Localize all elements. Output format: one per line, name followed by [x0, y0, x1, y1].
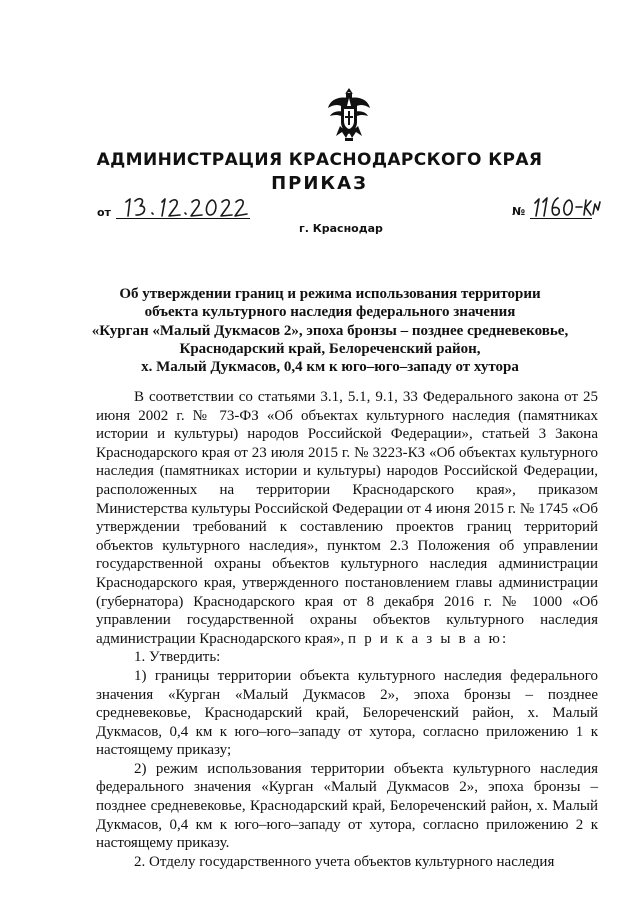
city: г. Краснодар — [299, 222, 383, 235]
order-body — [96, 388, 598, 871]
item-2: 2. Отделу государственного учета объектов культурного наследия — [134, 853, 555, 870]
date-prefix: от — [97, 206, 111, 219]
item-1: 1. Утвердить: — [134, 649, 221, 666]
handwritten-date — [122, 190, 252, 220]
title-line: х. Малый Дукмасов, 0,4 км к юго–юго–западу от хутора — [141, 359, 519, 376]
document-type: ПРИКАЗ — [271, 173, 368, 194]
item-1-2: 2) режим использования территории объекта культурного наследия федерального значения «Курган «Малый Дукмасов 2», эпоха бронзы – позднее средневековье, Краснодарский край, Белореченский район, х. Малый Дукмасов, 0,4 км к юго–юго–западу от хутора, согласно приложению 2 к настоящему приказу. — [96, 760, 598, 852]
preamble-paragraph — [96, 388, 598, 648]
number-prefix: № — [512, 205, 526, 218]
title-line: «Курган «Малый Дукмасов 2», эпоха бронзы – позднее средневековье, — [91, 322, 569, 339]
organization-name: АДМИНИСТРАЦИЯ КРАСНОДАРСКОГО КРАЯ — [96, 150, 543, 170]
title-line: Краснодарский край, Белореченский район, — [179, 340, 481, 357]
item-1-1: 1) границы территории объекта культурного наследия федерального значения «Курган «Малый Дукмасов 2», эпоха бронзы – позднее средневековье, Краснодарский край, Белореченский район, х. Малый Дукмасов, 0,4 км к юго–юго–западу от хутора, согласно приложению 1 к настоящему приказу; — [96, 667, 598, 759]
order-word: п р и к а з ы в а ю — [348, 630, 503, 647]
order-colon: : — [502, 630, 507, 647]
handwritten-number — [532, 192, 602, 220]
coat-of-arms-icon — [326, 86, 372, 142]
title-line: Об утверждении границ и режима использования территории — [119, 286, 541, 302]
order-title — [90, 285, 570, 376]
title-line: объекта культурного наследия федерального значения — [144, 304, 516, 321]
preamble-text: В соответствии со статьями 3.1, 5.1, 9.1, 33 Федерального закона от 25 июня 2002 г. № 73-ФЗ «Об объектах культурного наследия (памятниках истории и культуры) народов Российской Федерации», статьей 3 Закона Краснодарского края от 23 июля 2015 г. № 3223-КЗ «Об объектах культурного наследия (памятниках истории и культуры) народов Российской Федерации, расположенных на территории Краснодарского края», приказом Министерства культуры Российской Федерации от 4 июня 2015 г. № 1745 «Об утверждении требований к составлению проектов границ территорий объектов культурного наследия», пунктом 2.3 Положения об управлении государственной охраны объектов культурного наследия администрации Краснодарского края, утвержденного постановлением главы администрации (губернатора) Краснодарского края от 8 декабря 2016 г. № 1000 «Об управлении государственной охраны объектов культурного наследия администрации Краснодарского края», — [96, 389, 598, 647]
